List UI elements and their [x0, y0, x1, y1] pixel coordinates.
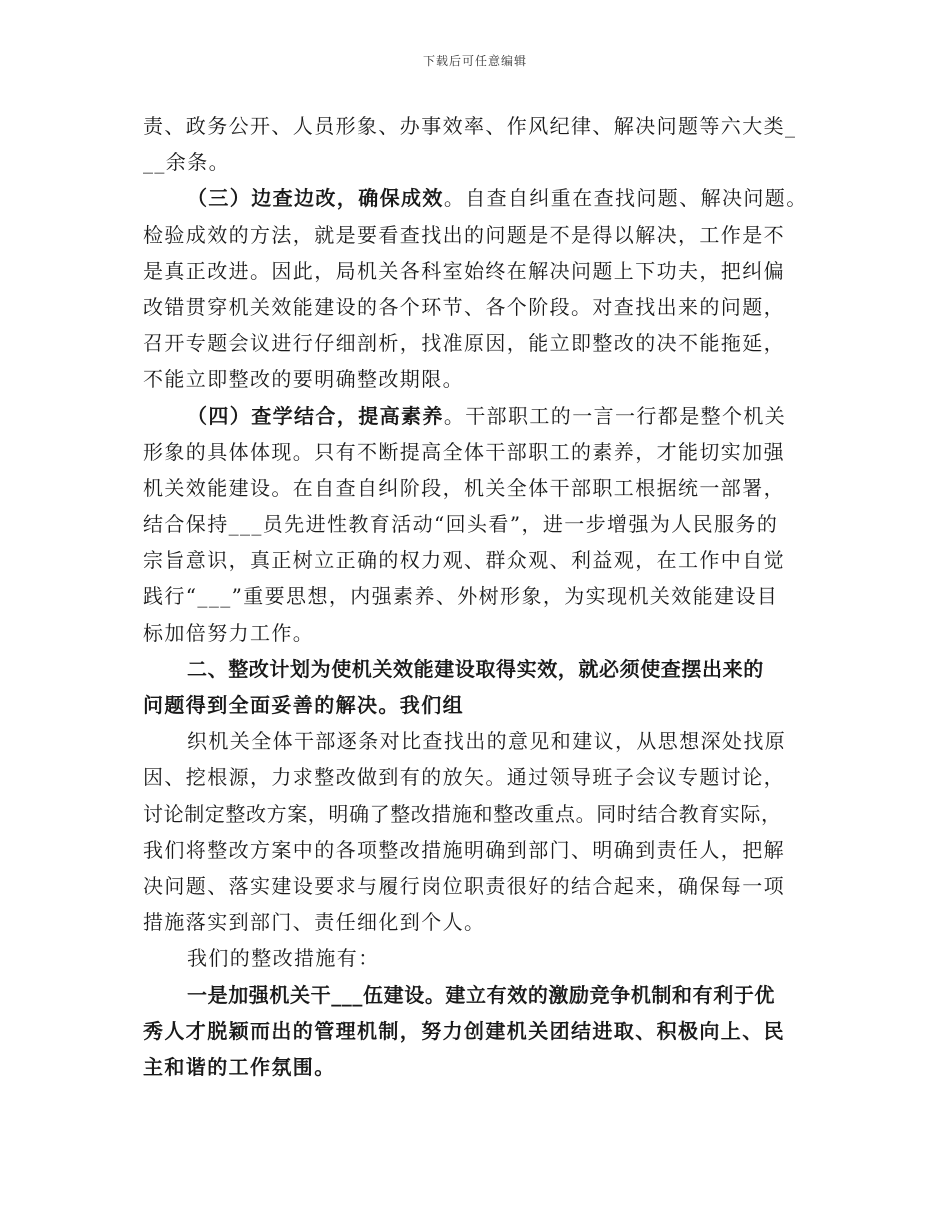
measure-blank: ___ [331, 982, 364, 1007]
paragraph-line: 措施落实到部门、责任细化到个人。 [143, 910, 486, 935]
paragraph-line: 讨论制定整改方案，明确了整改措施和整改重点。同时结合教育实际， [143, 801, 782, 826]
section-title-line: 问题得到全面妥善的解决。我们组 [143, 693, 464, 717]
paragraph-line: 不能立即整改的要明确整改期限。 [143, 367, 464, 392]
paragraph-line: 我们将整改方案中的各项整改措施明确到部门、明确到责任人，把解 [143, 837, 785, 862]
paragraph-line: 机关效能建设。在自查自纠阶段，机关全体干部职工根据统一部署， [143, 475, 785, 500]
paragraph-text: 。干部职工的一言一行都是整个机关 [443, 403, 787, 428]
paragraph-line: 检验成效的方法，就是要看查找出的问题是不是得以解决，工作是不 [143, 222, 785, 247]
document-body [143, 108, 815, 1085]
measure-text: 一是加强机关干 [187, 982, 332, 1007]
section-title-line: 二、整改计划为使机关效能建设取得实效，就必须使查摆出来的 [187, 656, 764, 681]
section-heading: （四）查学结合，提高素养 [187, 403, 444, 428]
paragraph-line: 结合保持___员先进性教育活动“回头看”，进一步增强为人民服务的 [143, 512, 779, 537]
paragraph-line: 我们的整改措施有： [187, 946, 380, 971]
paragraph-line [143, 398, 815, 434]
paragraph-text: 。自查自纠重在查找问题、解决问题。 [443, 186, 808, 211]
measure-line [143, 977, 815, 1013]
section-heading: （三）边查边改，确保成效 [187, 186, 444, 211]
paragraph-line: 决问题、落实建设要求与履行岗位职责很好的结合起来，确保每一项 [143, 873, 785, 898]
page-header-note: 下载后可任意编辑 [422, 54, 527, 68]
paragraph-line: 改错贯穿机关效能建设的各个环节、各个阶段。对查找出来的问题， [143, 294, 785, 319]
measure-line: 主和谐的工作氛围。 [143, 1054, 336, 1079]
paragraph-line: 织机关全体干部逐条对比查找出的意见和建议，从思想深处找原 [187, 729, 787, 754]
measure-line: 秀人才脱颖而出的管理机制，努力创建机关团结进取、积极向上、民 [143, 1018, 785, 1043]
paragraph-line: __余条。 [143, 150, 230, 175]
paragraph-line: 因、挖根源，力求整改做到有的放矢。通过领导班子会议专题讨论， [143, 765, 785, 790]
paragraph-line: 召开专题会议进行仔细剖析，找准原因，能立即整改的决不能拖延， [143, 331, 785, 356]
paragraph-line: 责、政务公开、人员形象、办事效率、作风纪律、解决问题等六大类_ [143, 114, 797, 138]
paragraph-line [143, 180, 815, 216]
paragraph-line: 标加倍努力工作。 [143, 620, 315, 645]
paragraph-line: 践行“___”重要思想，内强素养、外树形象，为实现机关效能建设目 [143, 584, 779, 609]
measure-text: 伍建设。建立有效的激励竞争机制和有利于优 [363, 982, 776, 1007]
paragraph-line: 宗旨意识，真正树立正确的权力观、群众观、利益观，在工作中自觉 [143, 548, 785, 573]
paragraph-line: 是真正改进。因此，局机关各科室始终在解决问题上下功夫，把纠偏 [143, 258, 785, 283]
paragraph-line: 形象的具体体现。只有不断提高全体干部职工的素养，才能切实加强 [143, 439, 785, 464]
